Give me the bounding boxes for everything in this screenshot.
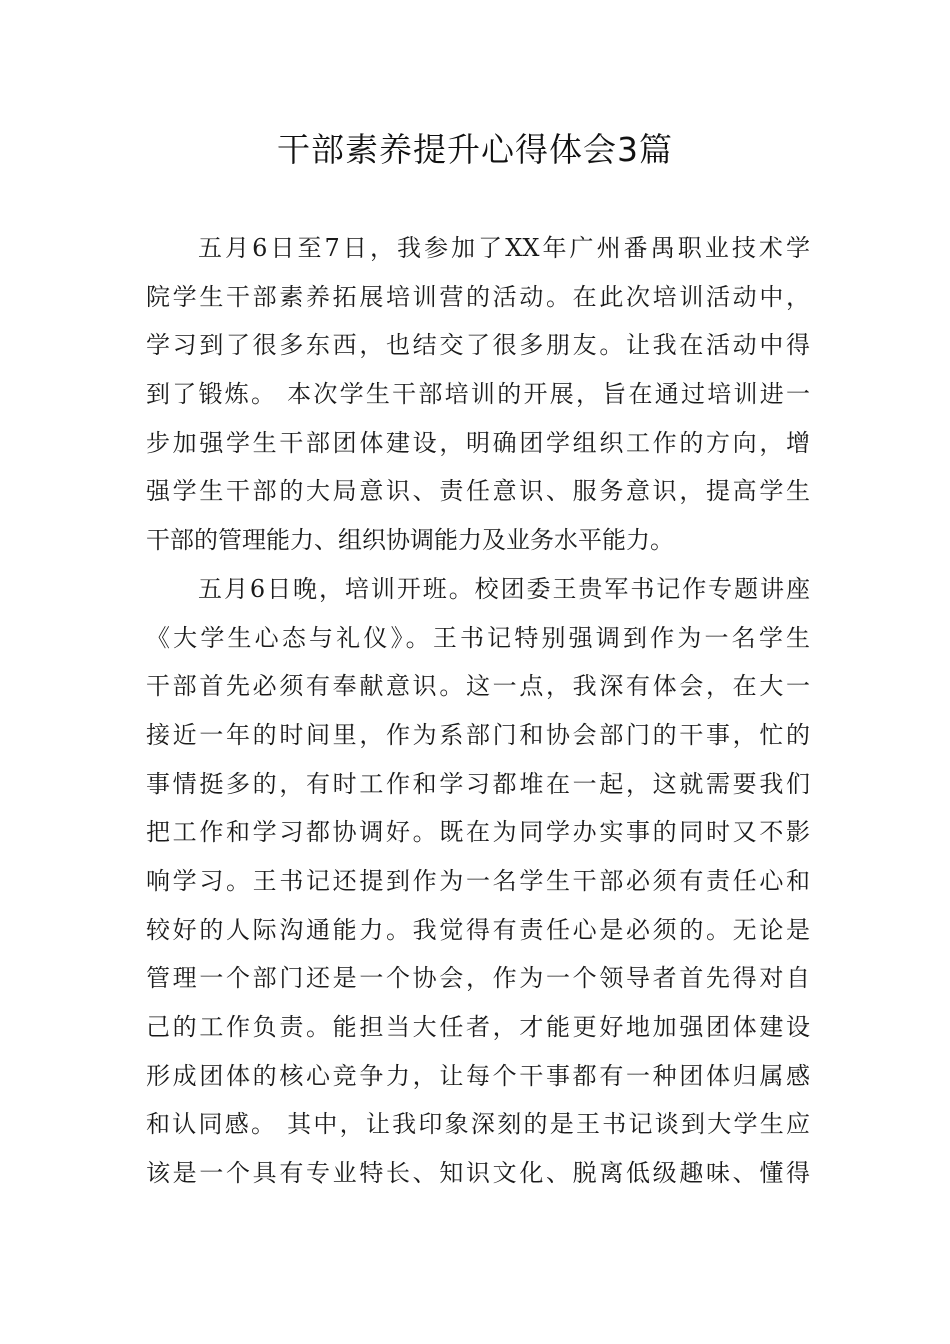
text-line: 五月6日至7日，我参加了XX年广州番禺职业技术学 — [198, 234, 810, 262]
text-line: 接近一年的时间里，作为系部门和协会部门的干事，忙的 — [146, 720, 810, 749]
text-line: 强学生干部的大局意识、责任意识、服务意识，提高学生 — [146, 477, 810, 506]
text-line: 该是一个具有专业特长、知识文化、脱离低级趣味、懂得 — [146, 1159, 810, 1188]
text-line: 和认同感。 其中，让我印象深刻的是王书记谈到大学生应 — [146, 1110, 810, 1139]
document-title: 干部素养提升心得体会3篇 — [277, 130, 673, 169]
text-line: 形成团体的核心竞争力，让每个干事都有一种团体归属感 — [146, 1061, 810, 1090]
text-line: 较好的人际沟通能力。我觉得有责任心是必须的。无论是 — [146, 915, 810, 944]
text-line: 学习到了很多东西，也结交了很多朋友。让我在活动中得 — [146, 331, 810, 360]
text-line: 干部首先必须有奉献意识。这一点，我深有体会，在大一 — [146, 672, 810, 701]
text-line: 干部的管理能力、组织协调能力及业务水平能力。 — [146, 526, 674, 555]
text-line: 事情挺多的，有时工作和学习都堆在一起，这就需要我们 — [146, 769, 810, 798]
text-line: 管理一个部门还是一个协会，作为一个领导者首先得对自 — [146, 964, 810, 993]
text-line: 院学生干部素养拓展培训营的活动。在此次培训活动中， — [146, 282, 810, 311]
text-line: 把工作和学习都协调好。既在为同学办实事的同时又不影 — [146, 818, 810, 847]
document-body — [146, 224, 810, 1198]
text-line: 步加强学生干部团体建设，明确团学组织工作的方向，增 — [146, 428, 810, 457]
text-line: 《大学生心态与礼仪》。王书记特别强调到作为一名学生 — [146, 623, 810, 652]
text-line: 到了锻炼。 本次学生干部培训的开展，旨在通过培训进一 — [146, 380, 810, 409]
text-line: 响学习。王书记还提到作为一名学生干部必须有责任心和 — [146, 866, 810, 895]
text-line: 己的工作负责。能担当大任者，才能更好地加强团体建设 — [146, 1013, 810, 1041]
text-line: 五月6日晚，培训开班。校团委王贵军书记作专题讲座 — [198, 574, 810, 603]
